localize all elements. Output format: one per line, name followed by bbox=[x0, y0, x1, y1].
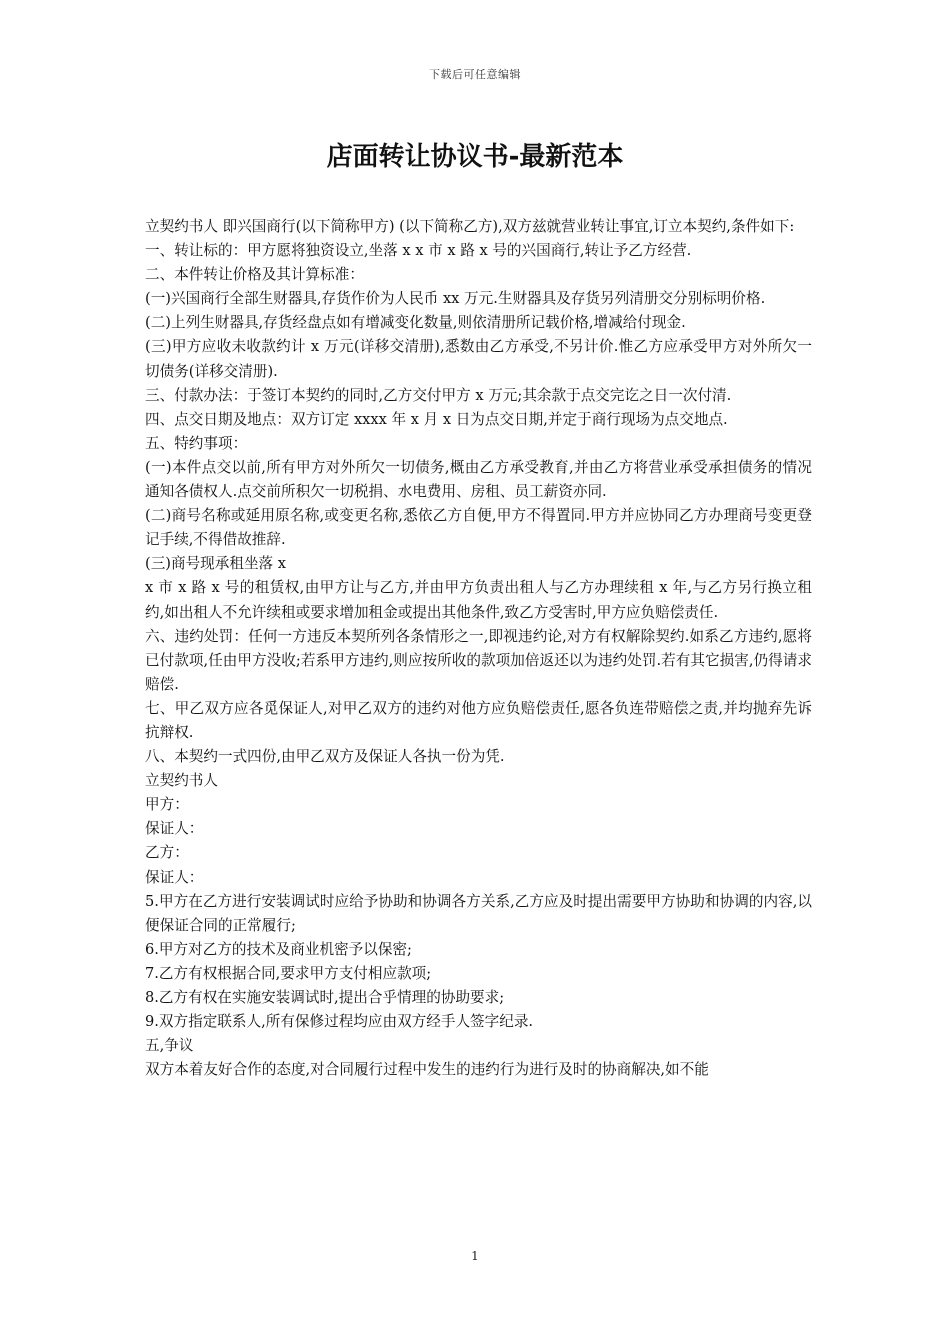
page-number: 1 bbox=[471, 1249, 479, 1263]
guarantor-label: 保证人： bbox=[145, 820, 204, 838]
section-heading: 五,争议 bbox=[145, 1037, 194, 1055]
party-a-label: 甲方： bbox=[145, 796, 189, 814]
party-b-label: 乙方： bbox=[145, 844, 189, 862]
document-body bbox=[145, 215, 812, 1082]
paragraph: 八、本契约一式四份,由甲乙双方及保证人各执一份为凭. bbox=[145, 748, 505, 766]
signature-heading: 立契约书人 bbox=[145, 772, 218, 790]
paragraph: 7.乙方有权根据合同,要求甲方支付相应款项; bbox=[145, 964, 432, 982]
paragraph: 七、甲乙双方应各觅保证人,对甲乙双方的违约对他方应负赔偿责任,愿各负连带赔偿之责,并均抛弃先诉抗辩权. bbox=[145, 699, 812, 741]
paragraph: (二)商号名称或延用原名称,或变更名称,悉依乙方自便,甲方不得置同.甲方并应协同乙方办理商号变更登记手续,不得借故推辞. bbox=[145, 507, 812, 549]
paragraph: 二、本件转让价格及其计算标准： bbox=[145, 266, 364, 284]
paragraph: 双方本着友好合作的态度,对合同履行过程中发生的违约行为进行及时的协商解决,如不能 bbox=[145, 1061, 709, 1079]
paragraph: 立契约书人 即兴国商行(以下简称甲方) (以下简称乙方),双方兹就营业转让事宜,订立本契约,条件如下: bbox=[145, 218, 795, 235]
paragraph: (三)商号现承租坐落 x bbox=[145, 555, 287, 573]
header-note: 下载后可任意编辑 bbox=[429, 68, 521, 81]
paragraph: (二)上列生财器具,存货经盘点如有增减变化数量,则依清册所记载价格,增减给付现金. bbox=[145, 314, 686, 332]
guarantor-label: 保证人： bbox=[145, 868, 204, 886]
paragraph: 一、转让标的：甲方愿将独资设立,坐落 x x 市 x 路 x 号的兴国商行,转让予乙方经营. bbox=[145, 242, 692, 260]
paragraph: 8.乙方有权在实施安装调试时,提出合乎情理的协助要求; bbox=[145, 989, 505, 1006]
paragraph: 六、违约处罚：任何一方违反本契所列各条情形之一,即视违约论,对方有权解除契约.如系乙方违约,愿将已付款项,任由甲方没收;若系甲方违约,则应按所收的款项加倍返还以为违约处罚.若有其它损害,仍得请求赔偿. bbox=[145, 627, 812, 693]
paragraph: 5.甲方在乙方进行安装调试时应给予协助和协调各方关系,乙方应及时提出需要甲方协助和协调的内容,以便保证合同的正常履行; bbox=[145, 892, 812, 934]
paragraph: (一)本件点交以前,所有甲方对外所欠一切债务,概由乙方承受教育,并由乙方将营业承受承担债务的情况通知各债权人.点交前所积欠一切税捐、水电费用、房租、员工薪资亦同. bbox=[145, 458, 812, 501]
paragraph: 三、付款办法：于签订本契约的同时,乙方交付甲方 x 万元;其余款于点交完讫之日一次付清. bbox=[145, 386, 732, 404]
paragraph: x 市 x 路 x 号的租赁权,由甲方让与乙方,并由甲方负责出租人与乙方办理续租 x 年,与乙方另行换立租约,如出租人不允许续租或要求增加租金或提出其他条件,致乙方受害时,甲方应负赔偿责任. bbox=[145, 579, 812, 621]
paragraph: 9.双方指定联系人,所有保修过程均应由双方经手人签字纪录. bbox=[145, 1013, 534, 1031]
paragraph: (三)甲方应收未收款约计 x 万元(详移交清册),悉数由乙方承受,不另计价.惟乙方应承受甲方对外所欠一切债务(详移交清册). bbox=[145, 338, 812, 380]
paragraph: 五、特约事项： bbox=[145, 434, 248, 452]
paragraph: (一)兴国商行全部生财器具,存货作价为人民币 xx 万元.生财器具及存货另列清册交分别标明价格. bbox=[145, 290, 766, 308]
paragraph: 四、点交日期及地点：双方订定 xxxx 年 x 月 x 日为点交日期,并定于商行现场为点交地点. bbox=[145, 410, 728, 428]
paragraph: 6.甲方对乙方的技术及商业机密予以保密; bbox=[145, 940, 412, 958]
document-title: 店面转让协议书-最新范本 bbox=[326, 142, 624, 172]
